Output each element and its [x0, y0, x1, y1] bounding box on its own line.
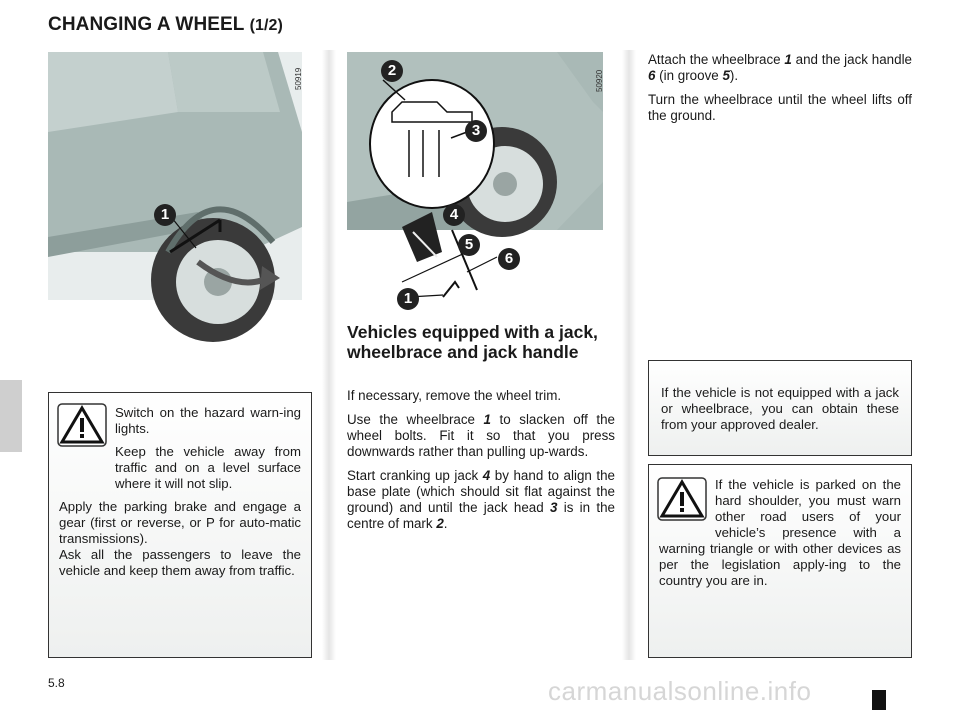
page-number: 5.8 [48, 676, 65, 690]
callout-4: 4 [443, 204, 465, 226]
section-heading: Vehicles equipped with a jack, wheelbrace and jack handle [347, 322, 598, 362]
warning-text-parking-brake: Apply the parking brake and engage a gear (first or reverse, or P for auto-matic transmissions). [59, 499, 301, 546]
callout-6: 6 [498, 248, 520, 270]
figure-code: 50919 [294, 67, 303, 90]
callout-5: 5 [458, 234, 480, 256]
text-run: Use the wheelbrace [347, 412, 484, 427]
warning-text-passengers: Ask all the passengers to leave the vehicle and keep them away from traffic. [59, 547, 301, 578]
ref-number: 1 [784, 52, 792, 67]
text-run: Start cranking up jack [347, 468, 483, 483]
warning-text-traffic: Keep the vehicle away from traffic and on a level surface where it will not slip. [115, 444, 301, 491]
car-side-illustration [48, 52, 302, 300]
text-run: . [443, 516, 448, 531]
text-run: Attach the wheelbrace [648, 52, 785, 67]
ref-number: 5 [722, 68, 730, 83]
paragraph-attach [648, 52, 912, 84]
callout-3: 3 [465, 120, 487, 142]
warning-box-hard-shoulder [648, 464, 912, 658]
column-divider [622, 50, 636, 660]
warning-box-hazard [48, 392, 312, 658]
column-divider [322, 50, 336, 660]
warning-text-hard-shoulder: If the vehicle is parked on the hard shoulder, you must warn other road users of your vehicle’s presence with a warning triangle or with other devices as per the legislation apply-ing to the country you are in. [659, 477, 901, 588]
chapter-tab [0, 380, 22, 452]
page-edge-marker [872, 690, 886, 710]
jack-illustration [347, 52, 603, 312]
illustration-jack-positioning [347, 52, 603, 312]
ref-number: 1 [483, 412, 491, 427]
warning-text-hazard: Switch on the hazard warn-ing lights. [115, 405, 301, 436]
paragraph-wheel-trim: If necessary, remove the wheel trim. [347, 388, 562, 403]
ref-number: 4 [482, 468, 491, 483]
paragraph-turn: Turn the wheelbrace until the wheel lifts off the ground. [648, 92, 912, 123]
text-run: by hand to align the base plate (which should sit flat against the ground) and until the jack head [347, 468, 615, 515]
paragraph-jack [347, 468, 615, 532]
illustration-wheelbrace-on-wheel [48, 52, 302, 300]
text-run: to slacken off the wheel bolts. Fit it so that you press downwards rather than pulling up-wards. [347, 412, 615, 459]
info-box-dealer [648, 360, 912, 456]
callout-1: 1 [397, 288, 419, 310]
ref-number: 2 [436, 516, 444, 531]
text-run: ). [729, 68, 739, 83]
title-main: CHANGING A WHEEL [48, 14, 245, 35]
middle-column-text [347, 388, 615, 540]
callout-2: 2 [381, 60, 403, 82]
figure-code: 50920 [595, 69, 604, 92]
text-run: is in the centre of mark [347, 500, 615, 531]
right-column-text [648, 52, 912, 132]
info-text: If the vehicle is not equipped with a jack or wheelbrace, you can obtain these from your approved dealer. [661, 385, 899, 432]
callout-1: 1 [154, 204, 176, 226]
title-part: (1/2) [249, 17, 283, 34]
text-run: (in groove [655, 68, 723, 83]
warning-triangle-icon [57, 403, 107, 452]
text-run: and the jack handle [791, 52, 912, 67]
warning-triangle-icon [657, 477, 707, 526]
ref-number: 6 [648, 68, 656, 83]
ref-number: 3 [549, 500, 558, 515]
page-title [48, 14, 283, 36]
watermark: carmanualsonline.info [548, 676, 812, 706]
warning-text-traffic-1 [115, 444, 301, 492]
paragraph-wheelbrace [347, 412, 615, 460]
